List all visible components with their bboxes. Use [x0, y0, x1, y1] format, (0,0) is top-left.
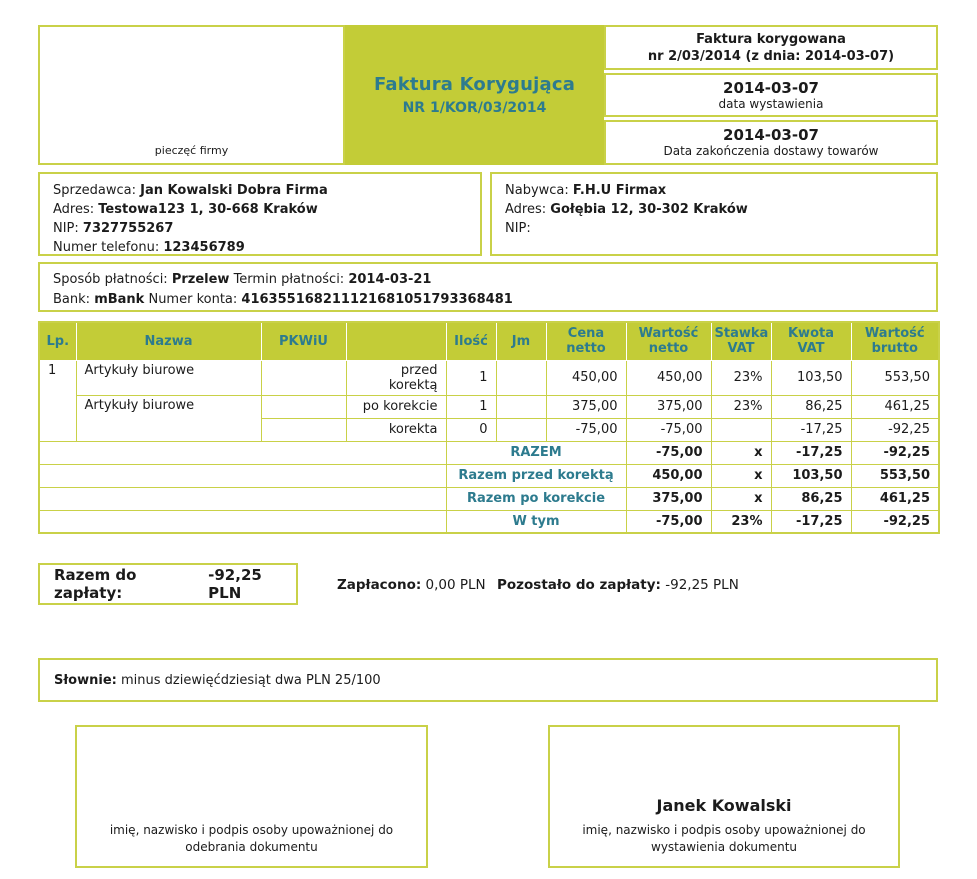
seller-nip-line: [53, 219, 467, 238]
cell-pkwiu: [261, 360, 346, 395]
buyer-nip-label: NIP:: [505, 221, 531, 236]
bank-label: Bank:: [53, 292, 91, 307]
col-header-gross: Wartość brutto: [851, 322, 939, 360]
paid-line: [337, 577, 486, 593]
seller-phone: 123456789: [163, 240, 245, 255]
summary-vat-rate: x: [711, 487, 771, 510]
invoice-number: NR 1/KOR/03/2014: [402, 100, 547, 116]
summary-gross: -92,25: [851, 441, 939, 464]
summary-spacer: [39, 441, 446, 464]
cell-gross: 461,25: [851, 395, 939, 418]
issue-date-label: data wystawienia: [718, 96, 824, 111]
summary-net: 450,00: [626, 464, 711, 487]
total-due-value: -92,25 PLN: [208, 566, 262, 602]
cell-unit-net: 375,00: [546, 395, 626, 418]
stamp-label: pieczęć firmy: [154, 144, 229, 157]
cell-pkwiu: [261, 418, 346, 441]
cell-vat-rate: 23%: [711, 360, 771, 395]
cell-vat: -17,25: [771, 418, 851, 441]
summary-gross: 553,50: [851, 464, 939, 487]
payment-method: Przelew: [171, 272, 230, 287]
remaining-line: [497, 577, 739, 593]
col-header-unit-net: Cena netto: [546, 322, 626, 360]
cell-vat: 86,25: [771, 395, 851, 418]
summary-vat: 103,50: [771, 464, 851, 487]
payment-due-label: Termin płatności:: [233, 272, 345, 287]
issuer-signature-box: [548, 725, 900, 868]
seller-address: Testowa123 1, 30-668 Kraków: [98, 202, 318, 217]
table-header-row: [39, 322, 939, 360]
delivery-date-value: 2014-03-07: [723, 126, 819, 144]
seller-label: Sprzedawca:: [53, 183, 137, 198]
summary-label: W tym: [446, 510, 626, 533]
remaining-value: -92,25 PLN: [665, 577, 739, 593]
buyer-address: Gołębia 12, 30-302 Kraków: [550, 202, 748, 217]
buyer-name: F.H.U Firmax: [572, 183, 667, 198]
summary-row: [39, 510, 939, 533]
cell-name: Artykuły biurowe: [76, 395, 261, 441]
cell-correction-type: przed korektą: [346, 360, 446, 395]
col-header-name: Nazwa: [76, 322, 261, 360]
seller-address-label: Adres:: [53, 202, 95, 217]
cell-qty: 0: [446, 418, 496, 441]
cell-net: 450,00: [626, 360, 711, 395]
summary-gross: 461,25: [851, 487, 939, 510]
seller-nip-label: NIP:: [53, 221, 79, 236]
amount-in-words-box: [38, 658, 938, 702]
cell-pkwiu: [261, 395, 346, 418]
buyer-address-line: [505, 200, 923, 219]
paid-label: Zapłacono:: [337, 577, 422, 593]
paid-value: 0,00 PLN: [425, 577, 486, 593]
cell-qty: 1: [446, 360, 496, 395]
total-due-label: Razem do zapłaty:: [54, 566, 137, 602]
col-header-correction-type: [346, 322, 446, 360]
summary-vat-rate: x: [711, 441, 771, 464]
col-header-vat-rate: Stawka VAT: [711, 322, 771, 360]
summary-vat-rate: x: [711, 464, 771, 487]
seller-nip: 7327755267: [82, 221, 174, 236]
buyer-label: Nabywca:: [505, 183, 569, 198]
cell-vat: 103,50: [771, 360, 851, 395]
delivery-date-box: [604, 120, 938, 165]
buyer-name-line: [505, 181, 923, 200]
cell-qty: 1: [446, 395, 496, 418]
table-row: [39, 360, 939, 395]
summary-gross: -92,25: [851, 510, 939, 533]
col-header-net: Wartość netto: [626, 322, 711, 360]
seller-phone-line: [53, 238, 467, 257]
summary-label: RAZEM: [446, 441, 626, 464]
col-header-unit: Jm: [496, 322, 546, 360]
summary-vat: -17,25: [771, 441, 851, 464]
account-label: Numer konta:: [148, 292, 238, 307]
issue-date-box: [604, 73, 938, 117]
cell-correction-type: korekta: [346, 418, 446, 441]
bank-name: mBank: [94, 292, 145, 307]
company-stamp-box: [38, 25, 345, 165]
corrected-invoice-box: [604, 25, 938, 70]
issuer-signature-name: Janek Kowalski: [656, 796, 792, 815]
seller-name: Jan Kowalski Dobra Firma: [140, 183, 328, 198]
buyer-address-label: Adres:: [505, 202, 547, 217]
buyer-box: [490, 172, 938, 256]
col-header-lp: Lp.: [39, 322, 76, 360]
cell-unit: [496, 360, 546, 395]
seller-phone-label: Numer telefonu:: [53, 240, 160, 255]
seller-address-line: [53, 200, 467, 219]
invoice-title-box: [345, 25, 604, 165]
cell-correction-type: po korekcie: [346, 395, 446, 418]
remaining-label: Pozostało do zapłaty:: [497, 577, 661, 593]
summary-row: [39, 441, 939, 464]
total-due-box: [38, 563, 298, 605]
seller-box: [38, 172, 482, 256]
receiver-signature-caption: imię, nazwisko i podpis osoby upoważnionej do odebrania dokumentu: [109, 823, 394, 854]
cell-unit: [496, 395, 546, 418]
cell-vat-rate: 23%: [711, 395, 771, 418]
summary-net: -75,00: [626, 510, 711, 533]
cell-net: -75,00: [626, 418, 711, 441]
summary-net: -75,00: [626, 441, 711, 464]
cell-unit: [496, 418, 546, 441]
items-table: [38, 321, 940, 534]
summary-spacer: [39, 510, 446, 533]
summary-row: [39, 487, 939, 510]
col-header-pkwiu: PKWiU: [261, 322, 346, 360]
cell-net: 375,00: [626, 395, 711, 418]
summary-vat: 86,25: [771, 487, 851, 510]
summary-row: [39, 464, 939, 487]
account-number: 416355168211121681051793368481: [241, 292, 513, 307]
buyer-nip-line: [505, 219, 923, 238]
summary-vat-rate: 23%: [711, 510, 771, 533]
amount-in-words-label: Słownie:: [54, 672, 117, 688]
payment-method-label: Sposób płatności:: [53, 272, 168, 287]
payment-box: [38, 262, 938, 312]
summary-label: Razem po korekcie: [446, 487, 626, 510]
cell-gross: -92,25: [851, 418, 939, 441]
table-row: [39, 395, 939, 418]
amount-in-words-line: [54, 673, 381, 688]
col-header-qty: Ilość: [446, 322, 496, 360]
cell-name: Artykuły biurowe: [76, 360, 261, 395]
cell-unit-net: 450,00: [546, 360, 626, 395]
cell-gross: 553,50: [851, 360, 939, 395]
receiver-signature-box: [75, 725, 428, 868]
summary-net: 375,00: [626, 487, 711, 510]
bank-line: [53, 290, 923, 310]
summary-label: Razem przed korektą: [446, 464, 626, 487]
seller-name-line: [53, 181, 467, 200]
cell-vat-rate: [711, 418, 771, 441]
summary-spacer: [39, 487, 446, 510]
payment-method-line: [53, 270, 923, 290]
col-header-vat: Kwota VAT: [771, 322, 851, 360]
issue-date-value: 2014-03-07: [723, 78, 819, 97]
corrected-invoice-number: nr 2/03/2014 (z dnia: 2014-03-07): [647, 48, 895, 64]
page-title: Faktura Korygująca: [373, 74, 576, 95]
summary-spacer: [39, 464, 446, 487]
issuer-signature-caption: imię, nazwisko i podpis osoby upoważnionej do wystawienia dokumentu: [582, 823, 866, 854]
summary-vat: -17,25: [771, 510, 851, 533]
payment-due-date: 2014-03-21: [348, 272, 432, 287]
corrected-invoice-title: Faktura korygowana: [696, 31, 846, 47]
cell-unit-net: -75,00: [546, 418, 626, 441]
cell-lp: 1: [39, 360, 76, 441]
delivery-date-label: Data zakończenia dostawy towarów: [663, 144, 879, 158]
amount-in-words-text: minus dziewięćdziesiąt dwa PLN 25/100: [121, 672, 381, 688]
